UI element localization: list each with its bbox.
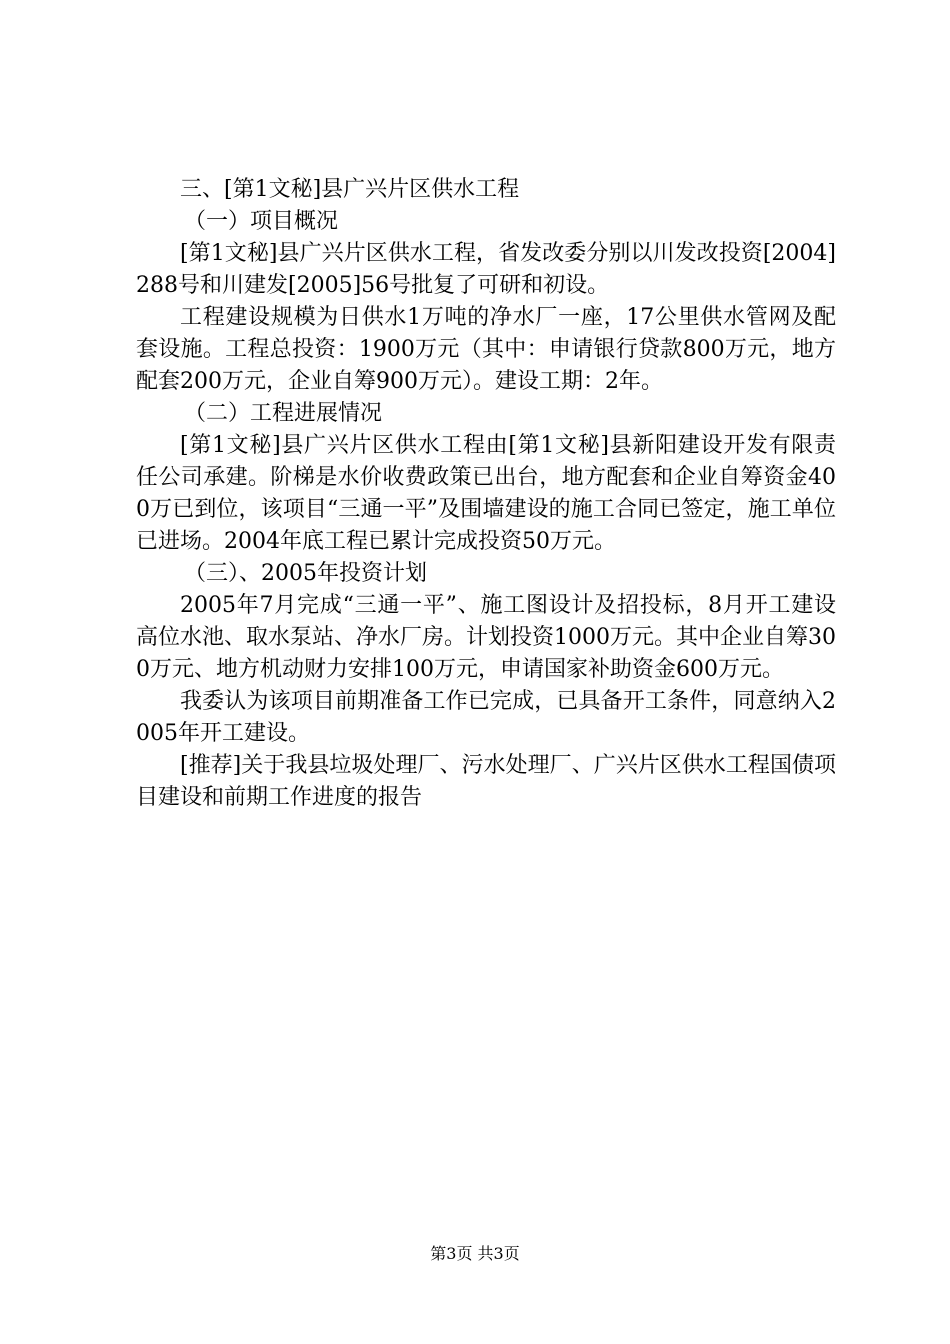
subsection-heading-3: （三）、2005年投资计划	[184, 561, 427, 586]
paragraph: 2005年7月完成“三通一平”、施工图设计及招投标，8月开工建设高位水池、取水泵站、净水厂房。计划投资1000万元。其中企业自筹300万元、地方机动财力安排100万元，申请国家补助资金600万元。	[136, 593, 836, 682]
section-title: 三、[第1文秘]县广兴片区供水工程	[180, 177, 520, 202]
document-body	[136, 174, 836, 814]
subsection-heading-1: （一）项目概况	[184, 209, 339, 234]
paragraph: 我委认为该项目前期准备工作已完成，已具备开工条件，同意纳入2005年开工建设。	[136, 689, 836, 746]
subsection-heading-2: （二）工程进展情况	[184, 401, 383, 426]
paragraph: 工程建设规模为日供水1万吨的净水厂一座，17公里供水管网及配套设施。工程总投资：1900万元（其中：申请银行贷款800万元，地方配套200万元，企业自筹900万元）。建设工期：2年。	[136, 305, 836, 394]
paragraph: [第1文秘]县广兴片区供水工程，省发改委分别以川发改投资[2004]288号和川建发[2005]56号批复了可研和初设。	[136, 241, 836, 298]
page-footer	[0, 1244, 950, 1264]
paragraph: [第1文秘]县广兴片区供水工程由[第1文秘]县新阳建设开发有限责任公司承建。阶梯是水价收费政策已出台，地方配套和企业自筹资金400万已到位，该项目“三通一平”及围墙建设的施工合同已签定，施工单位已进场。2004年底工程已累计完成投资50万元。	[136, 433, 837, 554]
page-indicator: 第3页 共3页	[430, 1244, 520, 1263]
recommended-link-text: [推荐]关于我县垃圾处理厂、污水处理厂、广兴片区供水工程国债项目建设和前期工作进度的报告	[136, 753, 836, 810]
